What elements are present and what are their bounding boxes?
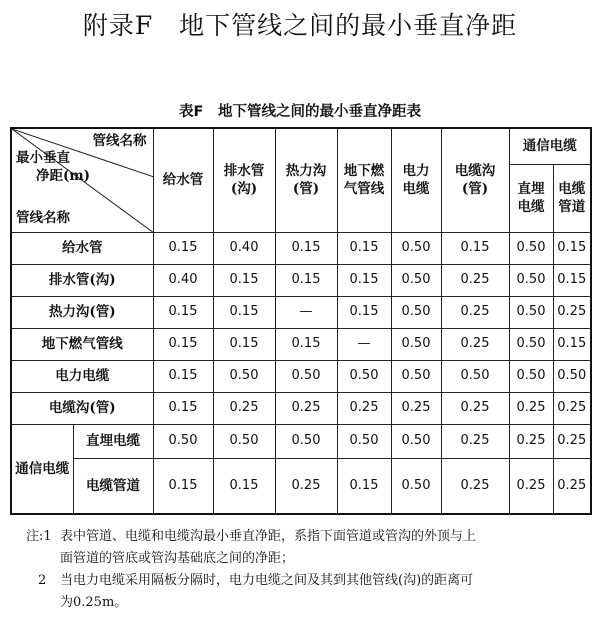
corner-col-label: 管线名称 <box>92 133 147 149</box>
table-cell: 0.15 <box>275 232 337 264</box>
table-cell: 0.50 <box>337 424 391 458</box>
table-cell: 0.40 <box>153 264 213 296</box>
table-cell: 0.25 <box>509 458 553 514</box>
table-row <box>11 360 591 392</box>
table-cell: 0.15 <box>337 458 391 514</box>
clearance-table <box>10 127 592 515</box>
table-cell: 0.25 <box>275 458 337 514</box>
col-header: 排水管 (沟) <box>213 128 275 232</box>
appendix-title: 附录F 地下管线之间的最小垂直净距 <box>82 11 518 40</box>
note-1 <box>26 526 586 548</box>
table-notes <box>26 526 586 614</box>
table-cell: 0.15 <box>553 328 591 360</box>
table-cell: 0.25 <box>441 424 509 458</box>
corner-metric-label-2: 净距(m) <box>36 168 91 184</box>
table-cell: 0.40 <box>213 232 275 264</box>
table-cell: 0.25 <box>391 392 441 424</box>
table-caption: 表F 地下管线之间的最小垂直净距表 <box>179 104 421 120</box>
table-cell: 0.15 <box>213 264 275 296</box>
table-cell: 0.50 <box>275 360 337 392</box>
table-cell: 0.50 <box>391 264 441 296</box>
table-cell: 0.50 <box>509 264 553 296</box>
table-row <box>11 458 591 514</box>
table-row <box>11 392 591 424</box>
table-cell: 0.15 <box>213 458 275 514</box>
col-header: 电力 电缆 <box>391 128 441 232</box>
row-header: 给水管 <box>11 232 153 264</box>
table-cell: 0.15 <box>337 232 391 264</box>
row-header: 排水管(沟) <box>11 264 153 296</box>
note-2-line-2: 为0.25m。 <box>60 595 128 610</box>
note-label: 注:1 <box>26 529 52 544</box>
col-header: 电缆 管道 <box>553 164 591 232</box>
note-1-line-2: 面管道的管底或管沟基础底之间的净距； <box>60 551 295 566</box>
corner-header-cell <box>11 128 153 232</box>
corner-row-label: 管线名称 <box>16 210 70 227</box>
table-cell: 0.25 <box>441 392 509 424</box>
table-cell: 0.50 <box>509 232 553 264</box>
table-cell: 0.25 <box>553 392 591 424</box>
row-header: 地下燃气管线 <box>11 328 153 360</box>
table-cell: 0.50 <box>213 424 275 458</box>
table-cell: 0.15 <box>153 328 213 360</box>
table-cell: 0.25 <box>441 264 509 296</box>
table-cell: 0.15 <box>441 232 509 264</box>
table-cell: 0.15 <box>553 264 591 296</box>
telecom-row-group-header: 通信电缆 <box>11 424 73 514</box>
table-cell: 0.15 <box>275 328 337 360</box>
table-cell: 0.50 <box>337 360 391 392</box>
table-cell: 0.50 <box>391 328 441 360</box>
row-header: 电缆管道 <box>73 458 153 514</box>
table-cell: 0.50 <box>153 424 213 458</box>
table-cell: 0.15 <box>153 296 213 328</box>
table-cell: 0.15 <box>553 232 591 264</box>
table-cell: 0.25 <box>441 296 509 328</box>
col-header: 热力沟 (管) <box>275 128 337 232</box>
table-cell: 0.50 <box>391 296 441 328</box>
table-cell: 0.25 <box>441 328 509 360</box>
table-cell: — <box>275 296 337 328</box>
corner-metric-label-1: 最小垂直 <box>16 150 70 166</box>
table-cell: 0.50 <box>391 360 441 392</box>
note-1-line-1: 表中管道、电缆和电缆沟最小垂直净距，系指下面管道或管沟的外顶与上 <box>60 529 477 544</box>
table-cell: 0.25 <box>509 424 553 458</box>
row-header: 电力电缆 <box>11 360 153 392</box>
table-cell: 0.25 <box>553 424 591 458</box>
table-cell: 0.50 <box>275 424 337 458</box>
table-cell: 0.50 <box>441 360 509 392</box>
note-2-line-1: 当电力电缆采用隔板分隔时，电力电缆之间及其到其他管线(沟)的距离可 <box>60 573 474 588</box>
table-cell: 0.25 <box>337 392 391 424</box>
note-2-number: 2 <box>38 573 47 588</box>
table-cell: 0.50 <box>553 360 591 392</box>
table-cell: 0.50 <box>391 232 441 264</box>
table-cell: 0.15 <box>337 264 391 296</box>
row-header: 电缆沟(管) <box>11 392 153 424</box>
table-row <box>11 328 591 360</box>
table-row <box>11 232 591 264</box>
row-header: 热力沟(管) <box>11 296 153 328</box>
col-header: 直埋 电缆 <box>509 164 553 232</box>
table-cell: 0.25 <box>553 458 591 514</box>
note-2 <box>26 570 586 592</box>
table-cell: 0.15 <box>213 296 275 328</box>
col-header: 给水管 <box>153 128 213 232</box>
table-cell: 0.25 <box>553 296 591 328</box>
table-cell: 0.25 <box>509 392 553 424</box>
table-cell: 0.25 <box>213 392 275 424</box>
table-cell: 0.15 <box>153 392 213 424</box>
table-cell: 0.25 <box>441 458 509 514</box>
table-cell: 0.50 <box>509 296 553 328</box>
table-cell: 0.50 <box>509 360 553 392</box>
table-row <box>11 296 591 328</box>
table-cell: 0.15 <box>153 458 213 514</box>
row-header: 直埋电缆 <box>73 424 153 458</box>
table-cell: 0.15 <box>153 232 213 264</box>
table-row <box>11 424 591 458</box>
table-cell: 0.25 <box>275 392 337 424</box>
table-cell: 0.15 <box>337 296 391 328</box>
table-row <box>11 264 591 296</box>
table-cell: 0.15 <box>153 360 213 392</box>
table-cell: 0.15 <box>213 328 275 360</box>
col-header: 电缆沟 (管) <box>441 128 509 232</box>
table-cell: 0.50 <box>391 458 441 514</box>
table-cell: 0.50 <box>509 328 553 360</box>
table-cell: — <box>337 328 391 360</box>
table-cell: 0.50 <box>391 424 441 458</box>
table-cell: 0.15 <box>275 264 337 296</box>
col-header: 地下燃 气管线 <box>337 128 391 232</box>
table-cell: 0.50 <box>213 360 275 392</box>
telecom-group-header: 通信电缆 <box>509 128 591 164</box>
